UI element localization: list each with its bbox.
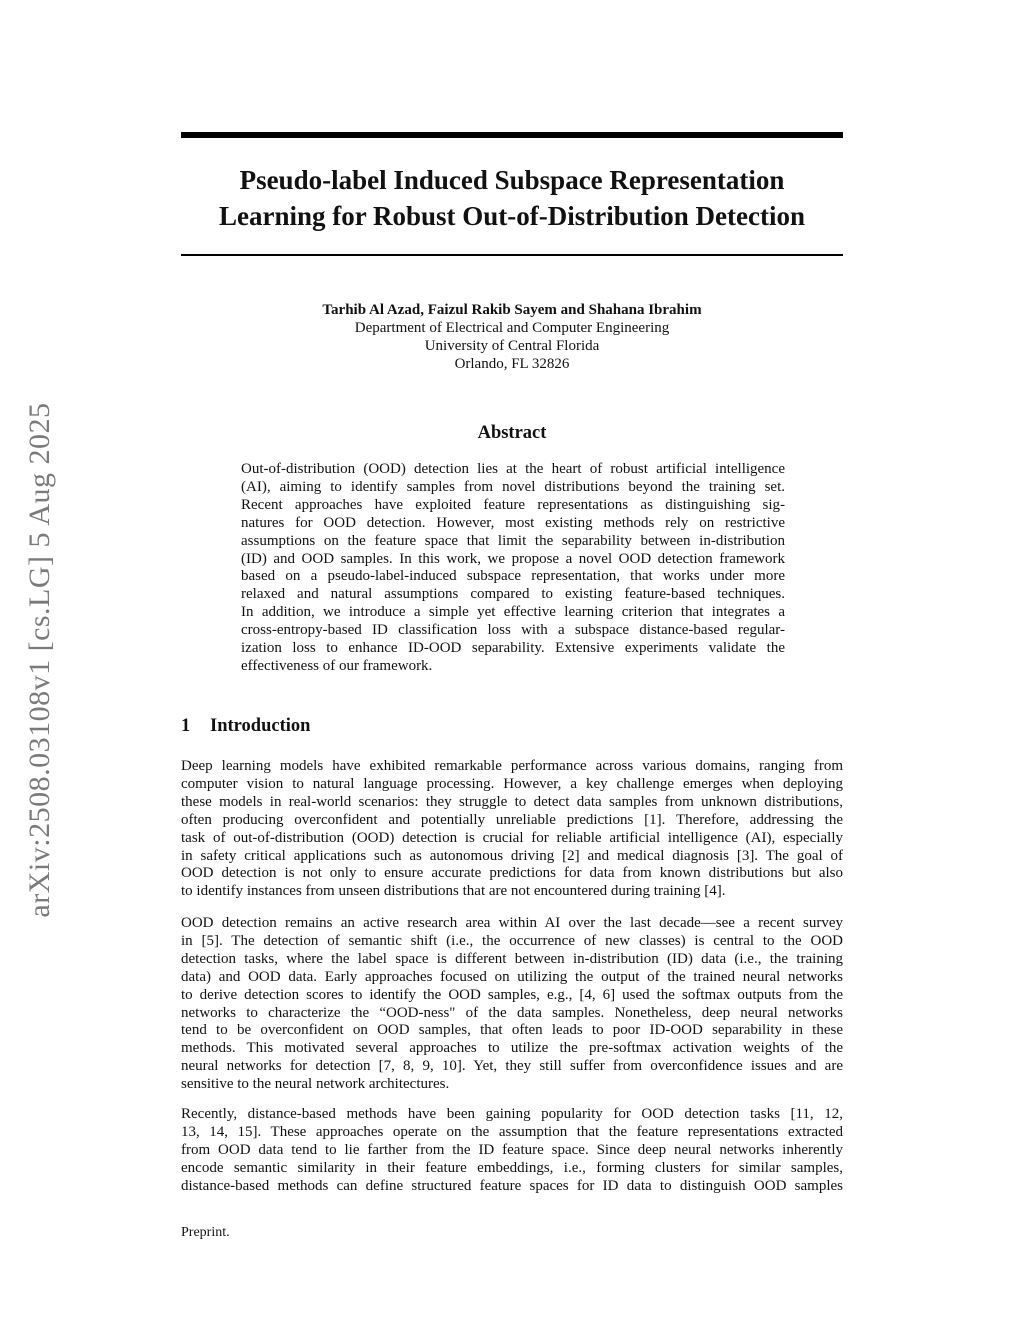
author-location: Orlando, FL 32826 bbox=[454, 356, 570, 372]
abstract-body bbox=[241, 461, 785, 676]
abstract-line: (ID) and OOD samples. In this work, we propose a novel OOD detection framework bbox=[241, 550, 785, 567]
paragraph-line: Deep learning models have exhibited remarkable performance across various domains, ranging from bbox=[181, 758, 843, 774]
paragraph-line: sensitive to the neural network architectures. bbox=[181, 1076, 450, 1093]
paragraph-line: Recently, distance-based methods have been gaining popularity for OOD detection tasks [11, 12, bbox=[181, 1106, 843, 1122]
paragraph-line: to derive detection scores to identify the OOD samples, e.g., [4, 6] used the softmax outputs from the bbox=[181, 986, 843, 1003]
abstract-line: Out-of-distribution (OOD) detection lies at the heart of robust artificial intelligence bbox=[241, 461, 785, 477]
intro-paragraph-2 bbox=[181, 915, 843, 1094]
section-number: 1 bbox=[181, 716, 191, 736]
author-university: University of Central Florida bbox=[424, 338, 600, 354]
abstract-line: In addition, we introduce a simple yet effective learning criterion that integrates a bbox=[241, 604, 785, 621]
paragraph-line: 13, 14, 15]. These approaches operate on the assumption that the feature representations extracted bbox=[181, 1123, 843, 1140]
paragraph-line: often producing overconfident and potentially unreliable predictions [1]. Therefore, addressing the bbox=[181, 811, 843, 828]
paragraph-line: computer vision to natural language processing. However, a key challenge emerges when deploying bbox=[181, 775, 843, 792]
paragraph-line: to identify instances from unseen distributions that are not encountered during training [4]. bbox=[181, 883, 726, 900]
abstract-line: relaxed and natural assumptions compared to existing feature-based techniques. bbox=[241, 586, 785, 603]
footer-preprint: Preprint. bbox=[181, 1225, 230, 1240]
paragraph-line: OOD detection is not only to ensure accurate predictions for data from known distributions but also bbox=[181, 865, 843, 882]
abstract-line: assumptions on the feature space that limit the separability between in-distribution bbox=[241, 532, 785, 549]
abstract-line: ization loss to enhance ID-OOD separability. Extensive experiments validate the bbox=[241, 640, 785, 657]
paragraph-line: neural networks for detection [7, 8, 9, 10]. Yet, they still suffer from overconfidence issues and are bbox=[181, 1058, 843, 1075]
author-department: Department of Electrical and Computer Engineering bbox=[354, 320, 670, 336]
paragraph-line: from OOD data tend to lie farther from the ID feature space. Since deep neural networks inherently bbox=[181, 1141, 843, 1158]
author-names: Tarhib Al Azad, Faizul Rakib Sayem and Shahana Ibrahim bbox=[322, 302, 702, 318]
title-top-rule bbox=[181, 132, 843, 138]
abstract-heading: Abstract bbox=[477, 423, 547, 443]
abstract-line: effectiveness of our framework. bbox=[241, 657, 433, 674]
intro-paragraph-1 bbox=[181, 758, 843, 901]
paragraph-line: data) and OOD data. Early approaches focused on utilizing the output of the trained neural networks bbox=[181, 968, 843, 985]
arxiv-identifier-stamp: arXiv:2508.03108v1 [cs.LG] 5 Aug 2025 bbox=[23, 402, 56, 918]
abstract-line: cross-entropy-based ID classification loss with a subspace distance-based regular- bbox=[241, 622, 785, 639]
section-title: Introduction bbox=[210, 716, 311, 736]
abstract-line: Recent approaches have exploited feature representations as distinguishing sig- bbox=[241, 496, 785, 513]
paragraph-line: task of out-of-distribution (OOD) detection is crucial for reliable artificial intelligence (AI), especially bbox=[181, 829, 843, 846]
paragraph-line: detection tasks, where the label space is different between in-distribution (ID) data (i.e., the training bbox=[181, 950, 843, 967]
abstract-line: natures for OOD detection. However, most existing methods rely on restrictive bbox=[241, 514, 785, 531]
paragraph-line: OOD detection remains an active research area within AI over the last decade—see a recent survey bbox=[181, 915, 843, 931]
paragraph-line: these models in real-world scenarios: they struggle to detect data samples from unknown distributions, bbox=[181, 793, 843, 810]
paragraph-line: in [5]. The detection of semantic shift (i.e., the occurrence of new classes) is central to the OOD bbox=[181, 932, 843, 949]
section-heading-introduction bbox=[181, 714, 310, 738]
paragraph-line: distance-based methods can define structured feature spaces for ID data to distinguish OOD samples bbox=[181, 1177, 843, 1194]
paragraph-line: methods. This motivated several approaches to utilize the pre-softmax activation weights of the bbox=[181, 1040, 843, 1057]
abstract-line: (AI), aiming to identify samples from novel distributions beyond the training set. bbox=[241, 478, 785, 495]
abstract-line: based on a pseudo-label-induced subspace representation, that works under more bbox=[241, 568, 785, 585]
paper-title-line-1: Pseudo-label Induced Subspace Representation bbox=[239, 165, 785, 195]
paragraph-line: tend to be overconfident on OOD samples, that often leads to poor ID-OOD separability in these bbox=[181, 1022, 843, 1039]
paper-title-line-2: Learning for Robust Out-of-Distribution Detection bbox=[219, 201, 805, 231]
title-bottom-rule bbox=[181, 254, 843, 256]
paragraph-line: in safety critical applications such as autonomous driving [2] and medical diagnosis [3]. The goal of bbox=[181, 847, 843, 864]
paper-title bbox=[181, 162, 843, 234]
author-block bbox=[181, 301, 843, 373]
paragraph-line: encode semantic similarity in their feature embeddings, i.e., forming clusters for similar samples, bbox=[181, 1159, 843, 1176]
intro-paragraph-3 bbox=[181, 1106, 843, 1196]
paragraph-line: networks to characterize the “OOD-ness" of the data samples. Nonetheless, deep neural networks bbox=[181, 1004, 843, 1021]
